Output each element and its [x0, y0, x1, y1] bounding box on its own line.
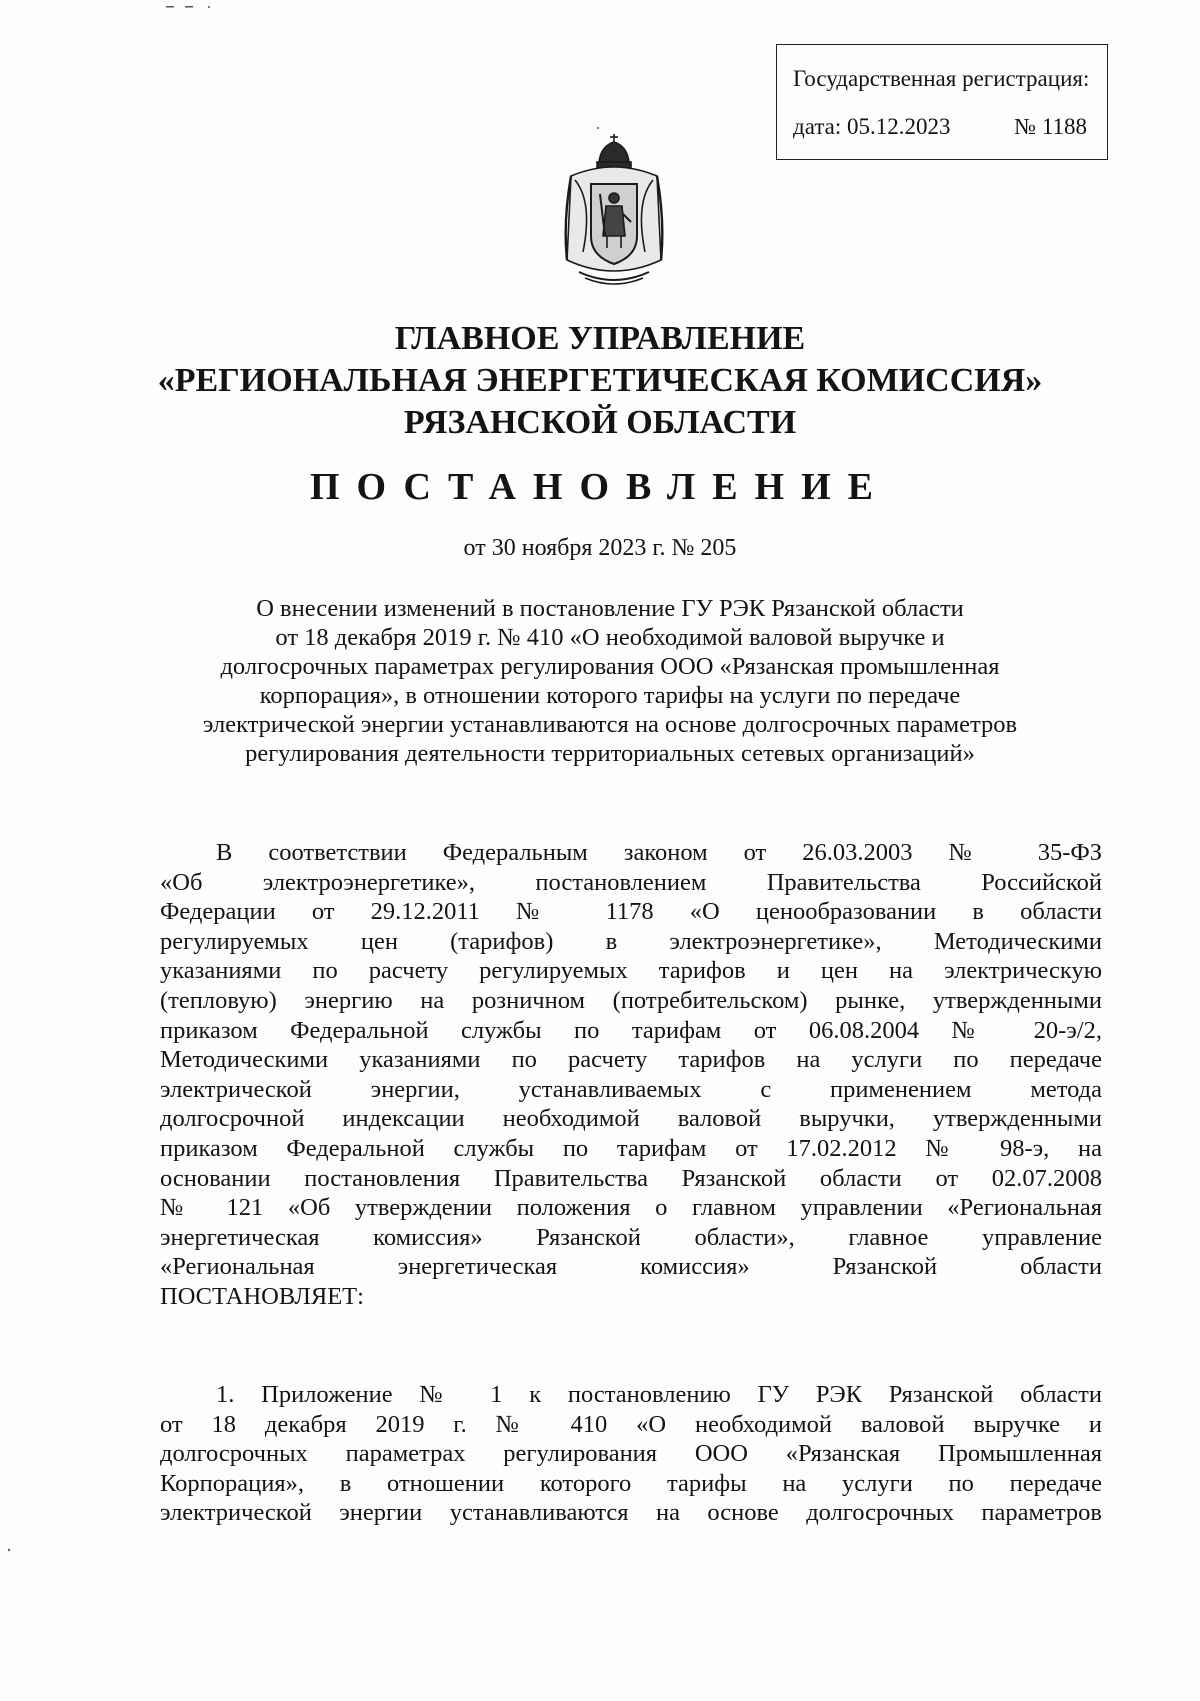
document-subject [150, 594, 1070, 768]
body-line: электрической энергии, устанавливаемых с применением метода [160, 1075, 1102, 1103]
body-line: Корпорация», в отношении которого тарифы на услуги по передаче [160, 1469, 1102, 1497]
subject-line: регулирования деятельности территориальных сетевых организаций» [245, 740, 975, 767]
coat-of-arms-icon [553, 132, 675, 290]
body-line: долгосрочных параметрах регулирования ООО «Рязанская Промышленная [160, 1440, 1102, 1468]
subject-line: электрической энергии устанавливаются на основе долгосрочных параметров [202, 711, 1018, 738]
agency-name [0, 318, 1200, 444]
body-line: Методическими указаниями по расчету тарифов на услуги по передаче [160, 1046, 1102, 1074]
body-line: (тепловую) энергию на розничном (потребительском) рынке, утвержденными [160, 986, 1102, 1014]
document-date-number: от 30 ноября 2023 г. № 205 [463, 535, 737, 561]
subject-line: долгосрочных параметрах регулирования ООО «Рязанская промышленная [220, 653, 1000, 680]
preamble-paragraph [160, 838, 1102, 1312]
agency-line-2: «РЕГИОНАЛЬНАЯ ЭНЕРГЕТИЧЕСКАЯ КОМИССИЯ» [157, 362, 1043, 399]
document-type-title: ПОСТАНОВЛЕНИЕ [309, 466, 891, 508]
subject-line: О внесении изменений в постановление ГУ РЭК Рязанской области [256, 595, 964, 622]
registration-title: Государственная регистрация: [793, 66, 1090, 91]
body-line: указаниями по расчету регулируемых тарифов и цен на электрическую [160, 957, 1102, 985]
body-line: № 121 «Об утверждении положения о главном управлении «Региональная [160, 1194, 1102, 1222]
body-line: энергетическая комиссия» Рязанской области», главное управление [160, 1223, 1102, 1251]
body-line: приказом Федеральной службы по тарифам от 17.02.2012 № 98-э, на [160, 1134, 1102, 1162]
body-line: 1. Приложение № 1 к постановлению ГУ РЭК Рязанской области [216, 1381, 1102, 1408]
body-line: регулируемых цен (тарифов) в электроэнергетике», Методическими [160, 927, 1102, 955]
body-line: «Региональная энергетическая комиссия» Рязанской области [160, 1253, 1102, 1281]
registration-date: дата: 05.12.2023 [793, 114, 951, 139]
body-line: от 18 декабря 2019 г. № 410 «О необходимой валовой выручке и [160, 1410, 1102, 1438]
body-line: основании постановления Правительства Рязанской области от 02.07.2008 [160, 1164, 1102, 1192]
clause-1-paragraph [160, 1380, 1102, 1528]
registration-number: № 1188 [1014, 114, 1087, 139]
registration-stamp [776, 44, 1108, 160]
body-line: приказом Федеральной службы по тарифам от 06.08.2004 № 20-э/2, [160, 1016, 1102, 1044]
subject-line: корпорация», в отношении которого тарифы на услуги по передаче [259, 682, 961, 709]
agency-line-1: ГЛАВНОЕ УПРАВЛЕНИЕ [394, 320, 806, 357]
subject-line: от 18 декабря 2019 г. № 410 «О необходимой валовой выручке и [275, 624, 945, 651]
body-line: электрической энергии устанавливаются на основе долгосрочных параметров [160, 1499, 1102, 1527]
body-line: Федерации от 29.12.2011 № 1178 «О ценообразовании в области [160, 898, 1102, 926]
agency-line-3: РЯЗАНСКОЙ ОБЛАСТИ [403, 404, 797, 441]
body-line: В соответствии Федеральным законом от 26.03.2003 № 35-ФЗ [216, 839, 1102, 866]
body-line: долгосрочной индексации необходимой валовой выручки, утвержденными [160, 1105, 1102, 1133]
body-line: ПОСТАНОВЛЯЕТ: [160, 1282, 364, 1310]
body-line: «Об электроэнергетике», постановлением Правительства Российской [160, 868, 1102, 896]
